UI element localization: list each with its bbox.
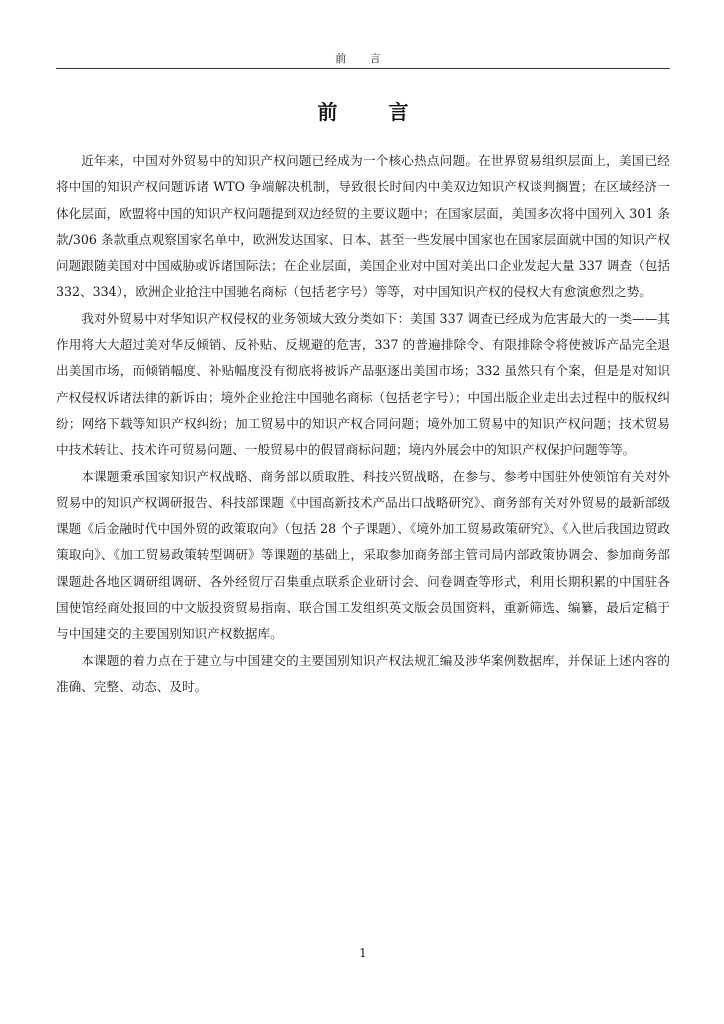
paragraph-1: 近年来，中国对外贸易中的知识产权问题已经成为一个核心热点问题。在世界贸易组织层面上，美国已经将中国的知识产权问题诉诸 WTO 争端解决机制，导致很长时间内中美双边知识产权谈判搁置；在区域经济一体化层面，欧盟将中国的知识产权问题提到双边经贸的主要议题中；在国家层面，美国多次将中国列入 301 条款/306 条款重点观察国家名单中，欧洲发达国家、日本、甚至一些发展中国家也在国家层面就中国的知识产权问题跟随美国对中国威胁或诉诸国际法；在企业层面，美国企业对中国对美出口企业发起大量 337 调查（包括 332、334），欧洲企业抢注中国驰名商标（包括老字号）等等，对中国知识产权的侵权大有愈演愈烈之势。	[56, 153, 670, 300]
page-number: 1	[359, 946, 367, 960]
body-text	[56, 148, 670, 700]
paragraph-4: 本课题的着力点在于建立与中国建交的主要国别知识产权法规汇编及涉华案例数据库，并保证上述内容的准确、完整、动态、及时。	[56, 652, 670, 694]
header-rule	[56, 68, 670, 69]
paragraph-2: 我对外贸易中对华知识产权侵权的业务领域大致分类如下：美国 337 调查已经成为危害最大的一类——其作用将大大超过美对华反倾销、反补贴、反规避的危害，337 的普遍排除令、有限排除令将使被诉产品完全退出美国市场，而倾销幅度、补贴幅度没有彻底将被诉产品驱逐出美国市场；332 虽然只有个案，但是是对知识产权侵权诉诸法律的新诉由；境外企业抢注中国驰名商标（包括老字号）；中国出版企业走出去过程中的版权纠纷；网络下载等知识产权纠纷；加工贸易中的知识产权合同问题；境外加工贸易中的知识产权问题；技术贸易中技术转让、技术许可贸易问题、一般贸易中的假冒商标问题；境内外展会中的知识产权保护问题等等。	[56, 310, 670, 458]
paragraph-3: 本课题秉承国家知识产权战略、商务部以质取胜、科技兴贸战略，在参与、参考中国驻外使领馆有关对外贸易中的知识产权调研报告、科技部课题《中国高新技术产品出口战略研究》、商务部有关对外贸易的最新部级课题《后金融时代中国外贸的政策取向》（包括 28 个子课题）、《境外加工贸易政策研究》、《入世后我国边贸政策取向》、《加工贸易政策转型调研》等课题的基础上，采取参加商务部主管司局内部政策协调会、参加商务部课题赴各地区调研组调研、各外经贸厅召集重点联系企业研讨会、问卷调查等形式，利用长期积累的中国驻各国使馆经商处报回的中文版投资贸易指南、联合国工发组织英文版会员国资料，重新筛选、编纂，最后定稿于与中国建交的主要国别知识产权数据库。	[56, 468, 670, 642]
running-header: 前 言	[335, 52, 391, 65]
page-title: 前 言	[317, 100, 431, 124]
